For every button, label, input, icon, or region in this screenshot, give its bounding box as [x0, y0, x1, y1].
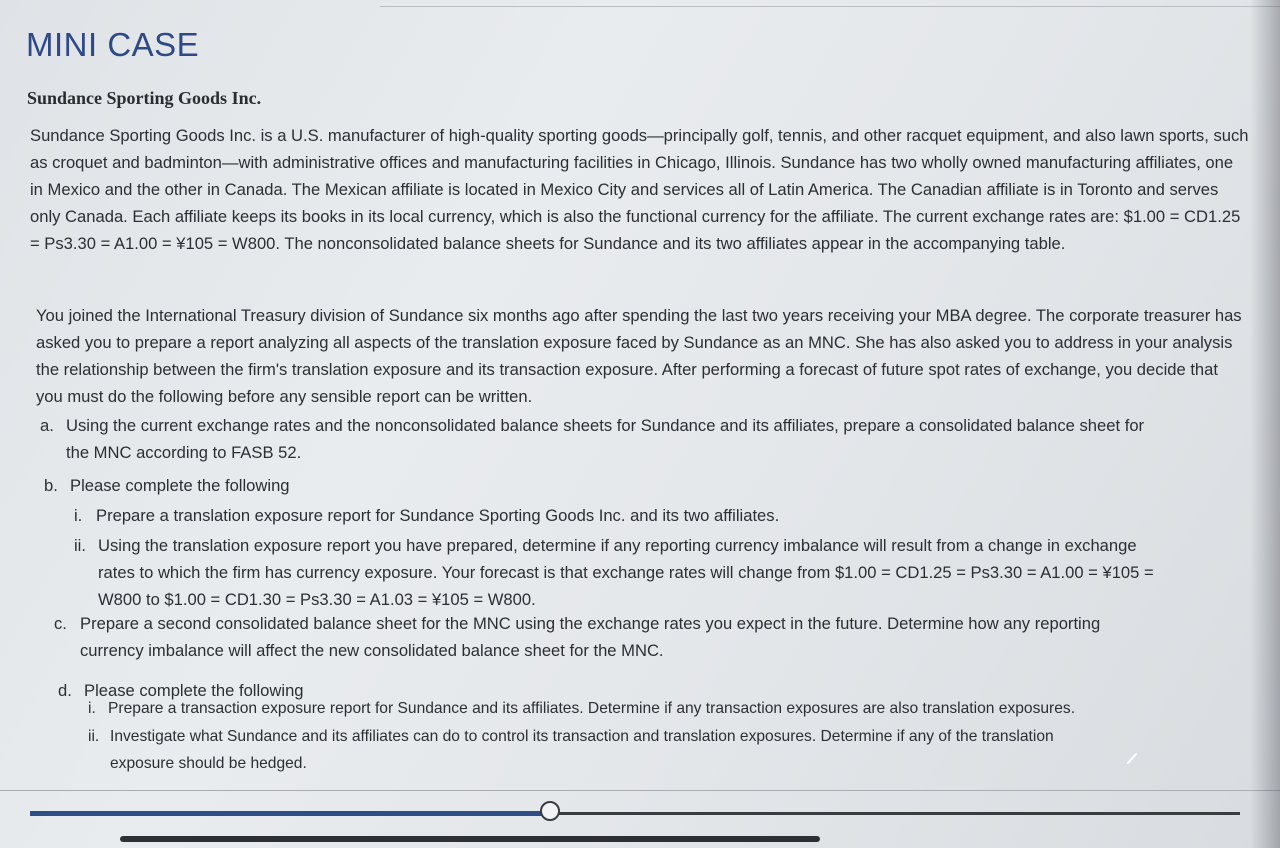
question-marker: i.	[88, 700, 96, 717]
question-text: Please complete the following	[70, 476, 290, 495]
question-c	[54, 610, 1194, 664]
question-a	[40, 412, 1240, 466]
task-paragraph: You joined the International Treasury division of Sundance six months ago after spending the last two years receiving your MBA degree. The corporate treasurer has asked you to prepare a report analyzing all aspects of the translation exposure faced by Sundance as an MNC. She has also asked you to address in your analysis the relationship between the firm's translation exposure and its transaction exposure. After performing a forecast of future spot rates of exchange, you decide that you must do the following before any sensible report can be written.	[36, 306, 1242, 406]
question-text: Investigate what Sundance and its affiliates can do to control its transaction and translation exposures. Determine if any of the translation	[110, 728, 1054, 745]
question-text: Using the translation exposure report you have prepared, determine if any reporting currency imbalance will result from a change in exchange	[98, 536, 1137, 555]
question-marker: c.	[54, 614, 67, 633]
question-text-continued: currency imbalance will affect the new consolidated balance sheet for the MNC.	[80, 641, 664, 660]
pen-cursor-icon	[1126, 752, 1138, 764]
screen-edge-shadow	[1250, 0, 1280, 848]
dock-bar	[120, 836, 820, 842]
question-text: Prepare a translation exposure report for Sundance Sporting Goods Inc. and its two affiliates.	[96, 506, 780, 525]
top-divider	[380, 6, 1280, 7]
question-text: Prepare a second consolidated balance sheet for the MNC using the exchange rates you expect in the future. Determine how any reporting	[80, 614, 1101, 633]
question-text: Prepare a transaction exposure report for Sundance and its affiliates. Determine if any transaction exposures are also translation exposures.	[108, 700, 1076, 717]
question-text: Please complete the following	[84, 681, 304, 700]
question-marker: ii.	[74, 536, 86, 555]
question-d-ii	[88, 723, 1188, 777]
question-b-i	[74, 502, 779, 529]
question-text-continued: W800 to $1.00 = CD1.30 = Ps3.30 = A1.03 = ¥105 = W800.	[98, 590, 536, 609]
intro-paragraph: Sundance Sporting Goods Inc. is a U.S. manufacturer of high-quality sporting goods—principally golf, tennis, and other racquet equipment, and also lawn sports, such as croquet and badminton—with administrative offices and manufacturing facilities in Chicago, Illinois. Sundance has two wholly owned manufacturing affiliates, one in Mexico and the other in Canada. The Mexican affiliate is located in Mexico City and services all of Latin America. The Canadian affiliate is in Toronto and serves only Canada. Each affiliate keeps its books in its local currency, which is also the functional currency for the affiliate. The current exchange rates are: $1.00 = CD1.25 = Ps3.30 = A1.00 = ¥105 = W800. The nonconsolidated balance sheets for Sundance and its two affiliates appear in the accompanying table.	[30, 126, 1249, 253]
question-marker: ii.	[88, 728, 100, 745]
question-text-continued: the MNC according to FASB 52.	[66, 443, 302, 462]
progress-thumb[interactable]	[540, 801, 560, 821]
question-marker: i.	[74, 506, 83, 525]
progress-fill	[30, 811, 550, 816]
question-marker: b.	[44, 476, 58, 495]
question-b	[44, 472, 290, 499]
bottom-divider	[0, 790, 1280, 791]
case-subtitle: Sundance Sporting Goods Inc.	[27, 88, 262, 108]
question-text: Using the current exchange rates and the nonconsolidated balance sheets for Sundance and its affiliates, prepare a consolidated balance sheet for	[66, 416, 1145, 435]
question-b-ii	[74, 532, 1214, 613]
page-title: MINI CASE	[26, 26, 200, 63]
question-text-continued: exposure should be hedged.	[110, 755, 307, 772]
question-marker: a.	[40, 416, 54, 435]
question-text-continued: rates to which the firm has currency exposure. Your forecast is that exchange rates will change from $1.00 = CD1.25 = Ps3.30 = A1.00 = ¥105 =	[98, 563, 1154, 582]
question-d-i	[88, 695, 1208, 722]
question-marker: d.	[58, 681, 72, 700]
